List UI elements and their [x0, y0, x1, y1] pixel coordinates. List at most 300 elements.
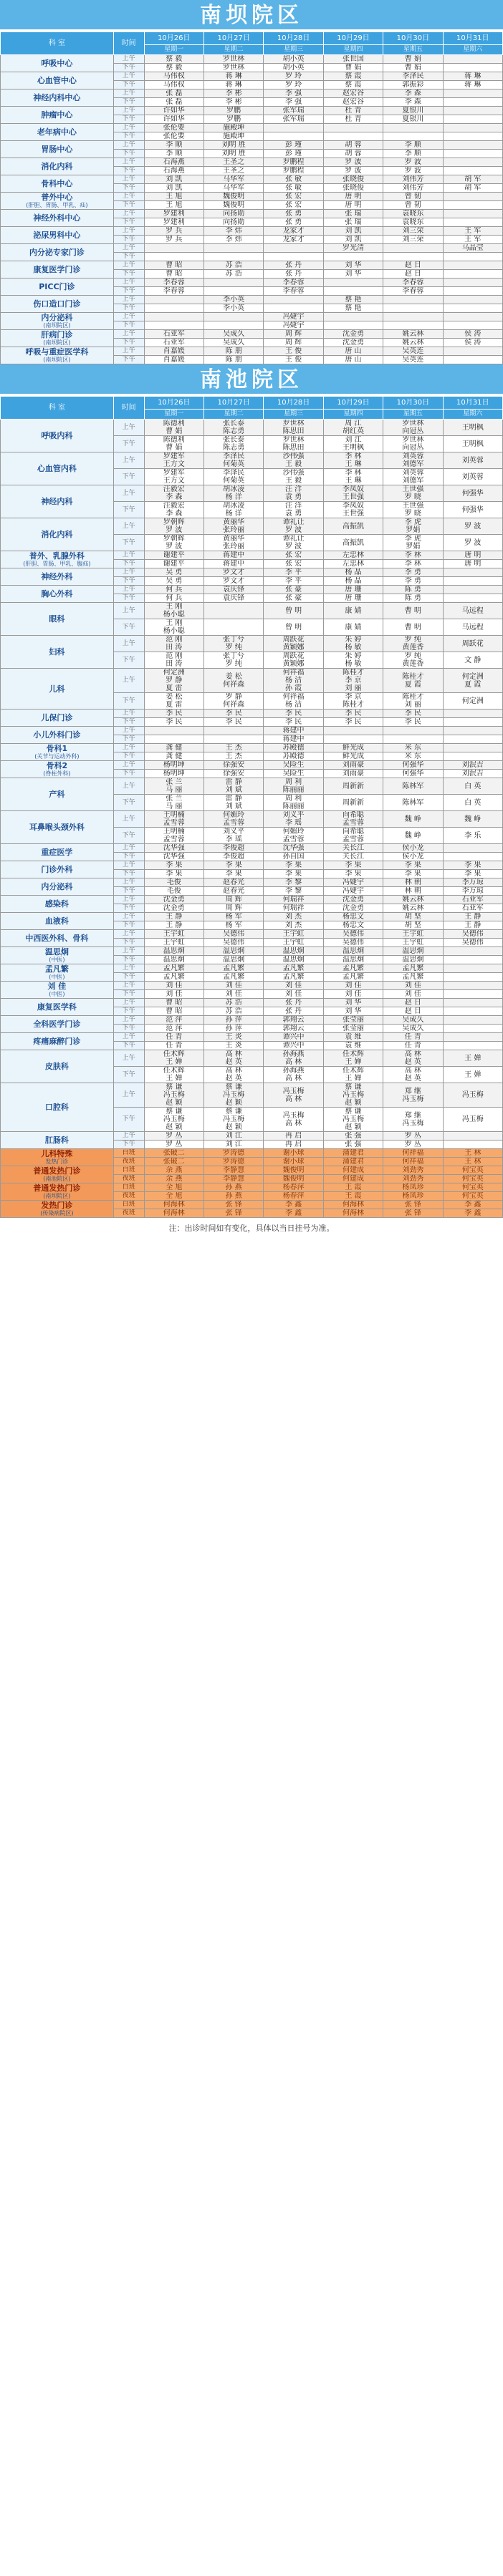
doctor-cell: [443, 727, 502, 735]
doctor-cell: 白 英: [443, 795, 502, 811]
doctor-cell: 孟凡繁: [203, 973, 263, 982]
doctor-cell: 孟凡繁: [144, 964, 203, 973]
doctor-cell: 张长泰 陈志勇: [203, 436, 263, 452]
doctor-cell: [443, 296, 502, 304]
doctor-cell: [443, 201, 502, 210]
doctor-cell: 黄丽华 张玲丽: [203, 535, 263, 551]
dept-label: 骨科1: [46, 743, 68, 753]
doctor-cell: 刘英蓉 刘德军: [383, 469, 443, 485]
doctor-cell: 周跃花 黄颖娜: [264, 636, 323, 652]
doctor-cell: 姚云林: [383, 896, 443, 904]
doctor-cell: 罗世林: [203, 55, 263, 64]
doctor-cell: [443, 1042, 502, 1050]
doctor-cell: 何建成: [323, 1175, 383, 1183]
doctor-cell: 刘 佳: [264, 982, 323, 990]
doctor-cell: 李 民: [144, 718, 203, 727]
doctor-cell: 魏俊明: [264, 1175, 323, 1183]
doctor-cell: 刘泯吉: [443, 770, 502, 778]
doctor-cell: 李 林 王 琳: [323, 452, 383, 469]
footnote: 注：出诊时间如有变化，具体以当日挂号为准。: [168, 1224, 335, 1233]
dept-label: 伤口造口门诊: [33, 299, 81, 309]
period-cell: 下午: [113, 436, 144, 452]
table-row: [1, 744, 503, 752]
table-row: [1, 175, 503, 184]
doctor-cell: 李 民: [264, 710, 323, 718]
doctor-cell: 温思炯: [323, 947, 383, 956]
doctor-cell: [383, 244, 443, 253]
doctor-cell: 何祥福 杨 洁 孙 霞: [264, 669, 323, 693]
doctor-cell: 何祥福 杨 洁: [264, 693, 323, 710]
doctor-cell: 范 刚 田 涛: [144, 636, 203, 652]
doctor-cell: 袁庆锋: [203, 586, 263, 594]
doctor-cell: 唐 珊: [323, 586, 383, 594]
doctor-cell: 周跃花: [443, 636, 502, 652]
period-cell: 上午: [113, 761, 144, 770]
doctor-cell: 罗 玲: [264, 72, 323, 81]
doctor-cell: 蒲建君: [323, 1149, 383, 1158]
doctor-cell: 郭翔云: [264, 1025, 323, 1033]
doctor-cell: 杨春萍: [264, 1183, 323, 1192]
doctor-cell: [443, 947, 502, 956]
table-row: [1, 982, 503, 990]
doctor-cell: 李 强: [264, 98, 323, 107]
doctor-cell: 陈桂才 刘 丽: [383, 693, 443, 710]
doctor-cell: 侯小龙: [383, 853, 443, 861]
doctor-cell: 温思炯: [383, 947, 443, 956]
period-cell: 上午: [113, 227, 144, 236]
dept-label: 普通发热门诊: [33, 1183, 81, 1193]
period-cell: 下午: [113, 718, 144, 727]
table-row: [1, 778, 503, 795]
doctor-cell: 李 民: [383, 710, 443, 718]
doctor-cell: 高 林 赵 英: [383, 1050, 443, 1067]
doctor-cell: 徐强安: [203, 770, 263, 778]
doctor-cell: 王 杰: [203, 752, 263, 761]
doctor-cell: 李 果: [144, 870, 203, 878]
period-cell: 上午: [113, 669, 144, 693]
doctor-cell: 张 兰 马 丽: [144, 795, 203, 811]
period-cell: 上午: [113, 420, 144, 436]
dept-name: [1, 330, 114, 347]
doctor-cell: 蔡 霞: [323, 72, 383, 81]
period-cell: 上午: [113, 964, 144, 973]
period-cell: 上午: [113, 313, 144, 321]
period-cell: 下午: [113, 870, 144, 878]
doctor-cell: [443, 261, 502, 270]
period-cell: 下午: [113, 1025, 144, 1033]
doctor-cell: 冉 启: [264, 1132, 323, 1141]
doctor-cell: 姚云林: [383, 330, 443, 339]
doctor-cell: 张 敏: [264, 184, 323, 193]
doctor-cell: 沈华强: [144, 853, 203, 861]
dept-label: 心血管中心: [37, 76, 77, 85]
doctor-cell: 汪毅宏 李 森: [144, 485, 203, 502]
dept-sub: (中医): [49, 956, 65, 963]
doctor-cell: [443, 844, 502, 853]
doctor-cell: 刘明 胜: [203, 141, 263, 150]
doctor-cell: 唐 明: [323, 201, 383, 210]
doctor-cell: 龙家才: [264, 227, 323, 236]
doctor-cell: 温思炯: [144, 956, 203, 964]
doctor-cell: 周 利 陈丽丽: [264, 778, 323, 795]
doctor-cell: [323, 253, 383, 261]
doctor-cell: [443, 64, 502, 72]
doctor-cell: 李 京 陈桂才: [323, 693, 383, 710]
period-cell: 下午: [113, 81, 144, 89]
doctor-cell: 周新新: [323, 795, 383, 811]
doctor-cell: 李 民: [383, 718, 443, 727]
doctor-cell: 魏俊明: [264, 1166, 323, 1175]
doctor-cell: 高 林 赵 英: [203, 1067, 263, 1083]
doctor-cell: 李 果: [264, 861, 323, 870]
dept-label: 泌尿男科中心: [33, 231, 81, 240]
doctor-cell: 罗世林 陈思田: [264, 436, 323, 452]
doctor-cell: 苏 浩: [203, 261, 263, 270]
doctor-cell: 石海燕: [144, 167, 203, 175]
dept-label: 耳鼻喉头颈外科: [29, 823, 85, 832]
doctor-cell: 李静慧: [203, 1166, 263, 1175]
table-row: [1, 710, 503, 718]
doctor-cell: 马华军: [203, 184, 263, 193]
dept-name: [1, 930, 114, 947]
doctor-cell: 郭振彩: [383, 81, 443, 89]
doctor-cell: [383, 735, 443, 744]
doctor-cell: [383, 296, 443, 304]
doctor-cell: 孟凡繁: [203, 964, 263, 973]
doctor-cell: 杜 青: [323, 107, 383, 115]
dept-name: [1, 1016, 114, 1033]
doctor-cell: 王 俊: [264, 356, 323, 364]
doctor-cell: 沈金勇: [323, 339, 383, 347]
period-cell: 上午: [113, 175, 144, 184]
doctor-cell: [443, 964, 502, 973]
period-cell: 夜班: [113, 1158, 144, 1166]
header-weekday: 星期六: [443, 45, 502, 55]
doctor-cell: 张长泰 陈志勇: [203, 420, 263, 436]
doctor-cell: 孟凡繁: [383, 964, 443, 973]
doctor-cell: 罗 波: [443, 518, 502, 535]
doctor-cell: 马远程: [443, 603, 502, 619]
doctor-cell: 李 鑫: [443, 1201, 502, 1209]
doctor-cell: 孟凡繁: [323, 964, 383, 973]
doctor-cell: 任 青: [383, 1033, 443, 1042]
doctor-cell: 何强华: [383, 761, 443, 770]
header-period: 时间: [113, 32, 144, 55]
doctor-cell: 夏银川: [383, 115, 443, 124]
doctor-cell: 赵春光: [203, 878, 263, 887]
doctor-cell: 王世强 罗 晓: [383, 485, 443, 502]
doctor-cell: 张伦要: [144, 124, 203, 132]
doctor-cell: 王 静: [443, 913, 502, 921]
doctor-cell: [323, 321, 383, 330]
dept-label: PICC门诊: [39, 282, 75, 291]
table-row: [1, 1033, 503, 1042]
doctor-cell: 吴德伟: [443, 939, 502, 947]
doctor-cell: [443, 752, 502, 761]
header-weekday: 星期二: [203, 45, 263, 55]
doctor-cell: 李 果: [383, 861, 443, 870]
doctor-cell: 吴英连: [383, 356, 443, 364]
doctor-cell: [144, 727, 203, 735]
table-row: [1, 1016, 503, 1025]
dept-label: 呼吸中心: [41, 59, 73, 68]
doctor-cell: 王 刚 杨小聪: [144, 619, 203, 636]
doctor-cell: [264, 124, 323, 132]
dept-name: [1, 727, 114, 744]
doctor-cell: 朱 婷 杨 敏: [323, 652, 383, 669]
doctor-cell: 余 燕: [144, 1166, 203, 1175]
dept-label: 呼吸与重症医学科: [25, 347, 89, 357]
doctor-cell: 李 勇: [383, 568, 443, 577]
dept-label: 全科医学门诊: [33, 1020, 81, 1029]
doctor-cell: [144, 304, 203, 313]
doctor-cell: 张 丹: [264, 1007, 323, 1016]
doctor-cell: 彭 瑾: [264, 141, 323, 150]
header-date: 10月28日: [264, 32, 323, 45]
doctor-cell: 谢建平: [144, 551, 203, 560]
dept-label: 眼科: [49, 614, 65, 624]
dept-name: [1, 72, 114, 89]
doctor-cell: 刘 佳: [383, 990, 443, 999]
dept-label: 产科: [49, 790, 65, 799]
dept-name: [1, 778, 114, 811]
doctor-cell: 徐强安: [203, 761, 263, 770]
doctor-cell: [443, 1141, 502, 1149]
doctor-cell: 王 旭: [144, 201, 203, 210]
header-date: 10月30日: [383, 397, 443, 410]
doctor-cell: 冯玉梅: [443, 1083, 502, 1108]
doctor-cell: 王 霞: [323, 1192, 383, 1201]
doctor-cell: 罗 纯 黄莲香: [383, 652, 443, 669]
doctor-cell: 刘 佳: [203, 982, 263, 990]
doctor-cell: 刘 凯: [323, 227, 383, 236]
dept-label: 孟凡繁: [44, 964, 69, 974]
doctor-cell: 姚云林: [383, 339, 443, 347]
doctor-cell: 冯婕宇: [323, 887, 383, 896]
dept-name: [1, 1166, 114, 1183]
doctor-cell: 王明楠 孟雪蓉: [144, 811, 203, 828]
doctor-cell: 刘 凯: [323, 236, 383, 244]
dept-name: [1, 313, 114, 330]
dept-sub: (肝胆、胃肠、甲乳、疝): [26, 201, 88, 208]
doctor-cell: 刘 凯: [144, 184, 203, 193]
doctor-cell: 张丁兮 罗 纯: [203, 636, 263, 652]
doctor-cell: 王 军: [443, 227, 502, 236]
doctor-cell: [323, 313, 383, 321]
doctor-cell: 左忠林: [323, 560, 383, 568]
doctor-cell: 蔡 毅: [144, 64, 203, 72]
doctor-cell: 许如华: [144, 107, 203, 115]
doctor-cell: 马远程: [443, 619, 502, 636]
doctor-cell: 孙自国: [264, 853, 323, 861]
doctor-cell: 曹 昭: [144, 999, 203, 1007]
doctor-cell: 孟凡繁: [264, 973, 323, 982]
dept-name: [1, 1050, 114, 1083]
doctor-cell: 何强华: [383, 770, 443, 778]
period-cell: 下午: [113, 973, 144, 982]
doctor-cell: 向希聪 孟雪蓉: [323, 828, 383, 844]
doctor-cell: 吴德伟: [323, 939, 383, 947]
doctor-cell: 何媚玲 孟雪蓉: [203, 811, 263, 828]
doctor-cell: 李 彬: [203, 89, 263, 98]
dept-name: [1, 982, 114, 999]
doctor-cell: [144, 244, 203, 253]
doctor-cell: 孙 萍: [203, 1016, 263, 1025]
doctor-cell: 袁晓东: [383, 210, 443, 218]
period-cell: 上午: [113, 551, 144, 560]
doctor-cell: 曾 明: [264, 603, 323, 619]
doctor-cell: [203, 279, 263, 287]
doctor-cell: 蒋 琳: [443, 81, 502, 89]
doctor-cell: 温思炯: [323, 956, 383, 964]
table-row: [1, 141, 503, 150]
table-row: [1, 244, 503, 253]
dept-name: [1, 124, 114, 141]
doctor-cell: 曹 昭: [144, 261, 203, 270]
doctor-cell: 曹 明: [383, 619, 443, 636]
doctor-cell: 马伟权: [144, 81, 203, 89]
doctor-cell: 李 果: [144, 861, 203, 870]
dept-name: [1, 761, 114, 778]
dept-sub: (南坝院区): [43, 321, 71, 329]
doctor-cell: 沈金勇: [323, 904, 383, 913]
period-cell: 上午: [113, 72, 144, 81]
doctor-cell: 龙家才: [264, 236, 323, 244]
doctor-cell: 何祥福: [383, 1149, 443, 1158]
doctor-cell: 全 旭: [144, 1192, 203, 1201]
doctor-cell: 温思炯: [144, 947, 203, 956]
doctor-cell: 袁 维: [323, 1033, 383, 1042]
doctor-cell: [203, 253, 263, 261]
doctor-cell: 王 军: [443, 236, 502, 244]
doctor-cell: 张世国: [323, 55, 383, 64]
header-weekday: 星期五: [383, 45, 443, 55]
doctor-cell: 林 朝: [383, 878, 443, 887]
doctor-cell: 罗文才: [203, 577, 263, 586]
period-cell: 下午: [113, 287, 144, 296]
dept-sub: (南坝院区): [43, 356, 71, 363]
doctor-cell: 曾 韧: [383, 201, 443, 210]
dept-label: 骨科中心: [41, 179, 73, 188]
doctor-cell: 王 静: [443, 921, 502, 930]
doctor-cell: 何祥福: [383, 1158, 443, 1166]
doctor-cell: [323, 727, 383, 735]
doctor-cell: 胡 军: [443, 184, 502, 193]
doctor-cell: 姚云林: [383, 904, 443, 913]
doctor-cell: 胡冰凌 杨 洋: [203, 485, 263, 502]
doctor-cell: 孙海燕 高 林: [264, 1050, 323, 1067]
doctor-cell: 张伦要: [144, 132, 203, 141]
doctor-cell: 周 江 胡红英: [323, 420, 383, 436]
doctor-cell: 杨 晶: [323, 577, 383, 586]
dept-name: [1, 244, 114, 261]
dept-name: [1, 485, 114, 518]
doctor-cell: 唐 明: [443, 551, 502, 560]
period-cell: 上午: [113, 193, 144, 201]
doctor-cell: 罗 波: [443, 535, 502, 551]
period-cell: 下午: [113, 560, 144, 568]
doctor-cell: 李 民: [203, 718, 263, 727]
doctor-cell: 孟凡繁: [323, 973, 383, 982]
doctor-cell: [203, 727, 263, 735]
dept-sub: (关节与运动外科): [34, 752, 80, 760]
dept-label: 皮肤科: [44, 1062, 69, 1071]
period-cell: 下午: [113, 218, 144, 227]
doctor-cell: 王宇虹: [264, 930, 323, 939]
doctor-cell: 林 朝: [383, 887, 443, 896]
dept-label: 消化内科: [41, 162, 73, 171]
doctor-cell: 李泽民 何菊英: [203, 452, 263, 469]
doctor-cell: 蔡 霞: [323, 81, 383, 89]
doctor-cell: 李 森: [383, 89, 443, 98]
doctor-cell: 刘 华: [323, 999, 383, 1007]
period-cell: 白班: [113, 1183, 144, 1192]
doctor-cell: 沈金勇: [144, 896, 203, 904]
dept-sub: (中医): [49, 973, 65, 980]
dept-name: [1, 1083, 114, 1132]
period-cell: 下午: [113, 184, 144, 193]
doctor-cell: [443, 304, 502, 313]
doctor-cell: 吴德伟: [203, 939, 263, 947]
doctor-cell: 王宇虹: [383, 939, 443, 947]
doctor-cell: 米 东: [383, 744, 443, 752]
doctor-cell: 张 锋: [203, 1201, 263, 1209]
doctor-cell: 胡 坚: [383, 913, 443, 921]
table-row: [1, 568, 503, 577]
doctor-cell: [443, 710, 502, 718]
doctor-cell: 王 俊: [264, 347, 323, 356]
doctor-cell: 罗鹏: [203, 115, 263, 124]
period-cell: 上午: [113, 811, 144, 828]
doctor-cell: 李凤奴 王世强: [323, 485, 383, 502]
doctor-cell: 马华军: [203, 175, 263, 184]
doctor-cell: 曹 娟: [383, 64, 443, 72]
doctor-cell: 吴成久: [383, 1025, 443, 1033]
doctor-cell: 张 兰 马 丽: [144, 778, 203, 795]
dept-name: [1, 913, 114, 930]
doctor-cell: 康 婧: [323, 603, 383, 619]
dept-label: 儿科: [49, 684, 65, 694]
table-row: [1, 844, 503, 853]
dept-label: 发热门诊: [41, 1200, 73, 1210]
doctor-cell: 曹 娟: [383, 55, 443, 64]
period-cell: 下午: [113, 321, 144, 330]
doctor-cell: 毛俊: [144, 878, 203, 887]
doctor-cell: 陈林军: [383, 778, 443, 795]
doctor-cell: 姜 松 何祥森: [203, 669, 263, 693]
dept-label: 血液科: [44, 916, 69, 926]
doctor-cell: 罗世林 向冠丛: [383, 436, 443, 452]
doctor-cell: 王圣之: [203, 167, 263, 175]
table-row: [1, 947, 503, 956]
doctor-cell: 李 民: [323, 718, 383, 727]
doctor-cell: 石海燕: [144, 158, 203, 167]
dept-name: [1, 878, 114, 896]
doctor-cell: 罗 兵: [144, 227, 203, 236]
dept-label: 康复医学门诊: [33, 265, 81, 274]
period-cell: 下午: [113, 577, 144, 586]
dept-name: [1, 669, 114, 710]
doctor-cell: [264, 244, 323, 253]
doctor-cell: 陈桂才 夏 霞: [383, 669, 443, 693]
doctor-cell: 李 顺: [144, 150, 203, 158]
doctor-cell: 刘明 胜: [203, 150, 263, 158]
doctor-cell: 施殿坤: [203, 124, 263, 132]
doctor-cell: 蔡 谦 冯玉梅 赵 颖: [203, 1108, 263, 1132]
doctor-cell: 张丁兮 罗 纯: [203, 652, 263, 669]
doctor-cell: 李春蓉: [264, 279, 323, 287]
doctor-cell: 王宇虹: [144, 930, 203, 939]
